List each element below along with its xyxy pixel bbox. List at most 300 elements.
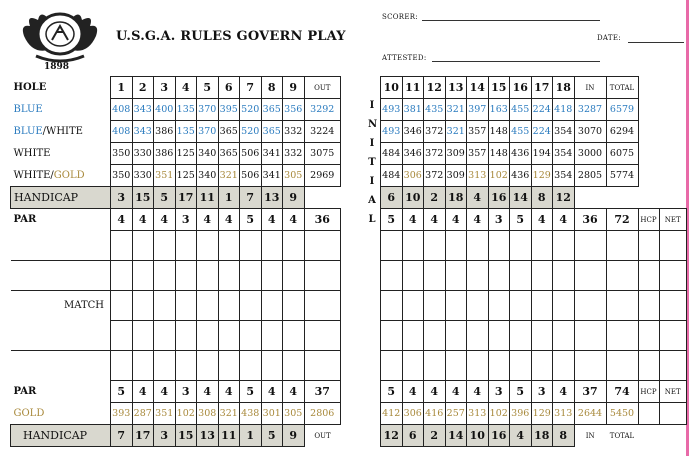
grand-total: 6075	[606, 143, 638, 165]
score-cell[interactable]	[218, 351, 240, 381]
score-cell[interactable]	[304, 321, 341, 351]
score-cell[interactable]	[218, 231, 240, 261]
score-cell[interactable]	[197, 231, 219, 261]
score-cell[interactable]	[467, 321, 489, 351]
yardage-cell: 436	[510, 143, 532, 165]
date-field[interactable]	[628, 42, 684, 43]
score-cell[interactable]	[553, 321, 575, 351]
yardage-cell: 493	[381, 99, 403, 121]
score-cell[interactable]	[283, 261, 305, 291]
hole-number: 9	[283, 77, 305, 99]
yardage-cell: 224	[531, 99, 553, 121]
hole-number: 8	[261, 77, 283, 99]
score-row	[11, 351, 341, 381]
hole-label: HOLE	[13, 82, 47, 93]
handicap-cell: 14	[445, 425, 467, 447]
yardage-cell: 321	[445, 99, 467, 121]
score-cell[interactable]	[606, 291, 638, 321]
score-cell[interactable]	[510, 351, 532, 381]
par-cell: 4	[402, 209, 424, 231]
score-cell[interactable]	[531, 351, 553, 381]
score-cell[interactable]	[218, 321, 240, 351]
blue-tee-row	[11, 99, 341, 121]
hole-number: 16	[510, 77, 532, 99]
yardage-cell: 372	[424, 121, 446, 143]
hole-number: 13	[445, 77, 467, 99]
par-in-total: 37	[574, 381, 606, 403]
yardage-cell: 484	[381, 143, 403, 165]
score-cell[interactable]	[659, 291, 687, 321]
yardage-cell: 341	[261, 165, 283, 187]
yardage-cell: 372	[424, 143, 446, 165]
score-cell[interactable]	[175, 231, 197, 261]
par-cell: 4	[132, 381, 154, 403]
yardage-cell: 484	[381, 165, 403, 187]
par-cell: 3	[175, 381, 197, 403]
hole-number: 12	[424, 77, 446, 99]
par-cell: 4	[445, 381, 467, 403]
score-cell[interactable]	[402, 231, 424, 261]
handicap-cell: 1	[240, 425, 262, 447]
in-total: 3000	[574, 143, 606, 165]
score-cell[interactable]	[283, 231, 305, 261]
yardage-cell: 135	[175, 121, 197, 143]
score-cell[interactable]	[111, 261, 133, 291]
score-cell[interactable]	[445, 321, 467, 351]
hole-number: 6	[218, 77, 240, 99]
attested-field[interactable]	[432, 61, 600, 62]
score-cell[interactable]	[381, 261, 403, 291]
hole-number: 15	[488, 77, 510, 99]
score-cell[interactable]	[488, 261, 510, 291]
yardage-cell: 306	[402, 165, 424, 187]
hole-number: 18	[553, 77, 575, 99]
score-cell[interactable]	[638, 261, 659, 291]
score-cell[interactable]	[154, 291, 176, 321]
handicap-cell: 4	[467, 187, 489, 209]
in-label: IN	[574, 77, 606, 99]
handicap-cell: 12	[553, 187, 575, 209]
yardage-cell: 520	[240, 121, 262, 143]
club-logo-icon	[18, 6, 102, 66]
yardage-cell: 438	[240, 403, 262, 425]
score-cell[interactable]	[467, 261, 489, 291]
score-cell[interactable]	[510, 291, 532, 321]
score-cell[interactable]	[574, 321, 606, 351]
in-total: 2805	[574, 165, 606, 187]
score-cell[interactable]	[381, 291, 403, 321]
score-cell[interactable]	[218, 261, 240, 291]
handicap-cell: 5	[261, 425, 283, 447]
score-cell[interactable]	[659, 321, 687, 351]
par-cell: 4	[218, 381, 240, 403]
yardage-cell: 520	[240, 99, 262, 121]
score-cell[interactable]	[445, 261, 467, 291]
yardage-cell: 357	[467, 143, 489, 165]
yardage-cell: 506	[240, 143, 262, 165]
yardage-cell: 309	[445, 165, 467, 187]
score-cell[interactable]	[111, 351, 133, 381]
score-row	[11, 261, 341, 291]
score-cell[interactable]	[175, 321, 197, 351]
score-cell[interactable]	[606, 231, 638, 261]
yardage-cell: 343	[132, 121, 154, 143]
yardage-cell: 395	[218, 99, 240, 121]
hole-row	[381, 77, 687, 99]
yardage-cell: 365	[218, 143, 240, 165]
handicap-cell: 9	[283, 187, 305, 209]
par-cell: 4	[132, 209, 154, 231]
par-label: PAR	[13, 214, 37, 226]
score-cell[interactable]	[132, 351, 154, 381]
par-cell: 4	[467, 381, 489, 403]
score-cell[interactable]	[304, 351, 341, 381]
score-cell[interactable]	[638, 351, 659, 381]
par-grand-total: 74	[606, 381, 638, 403]
score-cell[interactable]	[111, 321, 133, 351]
hole-number: 3	[154, 77, 176, 99]
score-cell[interactable]	[283, 291, 305, 321]
score-cell[interactable]	[283, 321, 305, 351]
par-cell: 3	[488, 209, 510, 231]
score-cell[interactable]	[111, 231, 133, 261]
hole-number: 2	[132, 77, 154, 99]
yardage-cell: 343	[132, 99, 154, 121]
score-cell[interactable]	[175, 351, 197, 381]
score-cell[interactable]	[381, 231, 403, 261]
score-cell[interactable]	[175, 291, 197, 321]
back-nine-table	[380, 76, 687, 447]
handicap-cell: 2	[424, 425, 446, 447]
score-cell[interactable]	[381, 351, 403, 381]
score-cell[interactable]	[445, 351, 467, 381]
yardage-cell: 102	[175, 403, 197, 425]
score-row	[11, 321, 341, 351]
score-cell[interactable]	[488, 291, 510, 321]
yardage-cell: 370	[197, 99, 219, 121]
score-cell[interactable]	[240, 291, 262, 321]
yardage-cell: 309	[445, 143, 467, 165]
score-cell[interactable]	[154, 231, 176, 261]
yardage-cell: 330	[132, 165, 154, 187]
score-cell[interactable]	[659, 261, 687, 291]
yardage-cell: 224	[531, 121, 553, 143]
yardage-cell: 332	[283, 121, 305, 143]
score-cell[interactable]	[424, 291, 446, 321]
par-in-total: 36	[574, 209, 606, 231]
handicap-cell: 16	[488, 187, 510, 209]
yardage-cell: 455	[510, 99, 532, 121]
par-cell: 5	[381, 381, 403, 403]
yardage-cell: 148	[488, 143, 510, 165]
yardage-cell: 332	[283, 143, 305, 165]
yardage-cell: 412	[381, 403, 403, 425]
gold-tee-row	[381, 403, 687, 425]
par-cell: 4	[261, 209, 283, 231]
score-cell[interactable]	[510, 261, 532, 291]
score-cell[interactable]	[218, 291, 240, 321]
score-cell[interactable]	[574, 351, 606, 381]
score-cell[interactable]	[574, 261, 606, 291]
white-gold-tee-row	[381, 165, 687, 187]
score-row	[381, 291, 687, 321]
score-cell[interactable]	[553, 231, 575, 261]
yardage-cell: 416	[424, 403, 446, 425]
score-cell[interactable]	[240, 351, 262, 381]
handicap-label: HANDICAP	[11, 187, 111, 209]
score-cell[interactable]	[574, 291, 606, 321]
handicap-cell: 8	[531, 187, 553, 209]
yardage-cell: 341	[261, 143, 283, 165]
net-label: NET	[659, 209, 687, 231]
par-cell: 3	[175, 209, 197, 231]
score-row	[11, 231, 341, 261]
par-cell: 4	[218, 209, 240, 231]
handicap-cell: 4	[510, 425, 532, 447]
hole-number: 14	[467, 77, 489, 99]
net-label: NET	[659, 381, 687, 403]
score-cell[interactable]	[381, 321, 403, 351]
hole-number: 1	[111, 77, 133, 99]
par-cell: 4	[445, 209, 467, 231]
yardage-cell: 351	[154, 165, 176, 187]
score-cell[interactable]	[261, 321, 283, 351]
net-cell[interactable]	[659, 403, 687, 425]
score-cell[interactable]	[467, 291, 489, 321]
par-grand-total: 72	[606, 209, 638, 231]
score-cell[interactable]	[531, 231, 553, 261]
score-cell[interactable]	[574, 231, 606, 261]
score-cell[interactable]	[659, 351, 687, 381]
hole-number: 7	[240, 77, 262, 99]
hole-number: 10	[381, 77, 403, 99]
yardage-cell: 370	[197, 121, 219, 143]
score-cell[interactable]	[445, 231, 467, 261]
gold-tee-row	[11, 403, 341, 425]
yardage-cell: 102	[488, 403, 510, 425]
par-cell: 4	[424, 209, 446, 231]
yardage-cell: 346	[402, 121, 424, 143]
score-cell[interactable]	[424, 261, 446, 291]
hole-number: 11	[402, 77, 424, 99]
score-cell[interactable]	[197, 291, 219, 321]
score-cell[interactable]	[402, 321, 424, 351]
score-cell[interactable]	[488, 321, 510, 351]
score-cell[interactable]	[197, 321, 219, 351]
handicap-cell: 2	[424, 187, 446, 209]
par-cell: 4	[283, 209, 305, 231]
handicap-cell: 7	[111, 425, 133, 447]
out-total: 2969	[304, 165, 341, 187]
handicap-cell: 8	[553, 425, 575, 447]
yardage-cell: 321	[218, 165, 240, 187]
match-row	[11, 291, 341, 321]
handicap-cell: 15	[132, 187, 154, 209]
score-cell[interactable]	[304, 291, 341, 321]
score-cell[interactable]	[240, 231, 262, 261]
score-cell[interactable]	[606, 261, 638, 291]
yardage-cell: 455	[510, 121, 532, 143]
score-cell[interactable]	[488, 231, 510, 261]
out-total: 3292	[304, 99, 341, 121]
score-cell[interactable]	[261, 261, 283, 291]
par-cell: 5	[510, 381, 532, 403]
yardage-cell: 386	[154, 143, 176, 165]
yardage-cell: 129	[531, 165, 553, 187]
yardage-cell: 301	[261, 403, 283, 425]
yardage-cell: 365	[261, 121, 283, 143]
score-cell[interactable]	[197, 351, 219, 381]
score-cell[interactable]	[531, 291, 553, 321]
handicap-cell: 13	[197, 425, 219, 447]
tee-label-white-gold: WHITE/GOLD	[13, 169, 85, 181]
score-cell[interactable]	[553, 291, 575, 321]
yardage-cell: 386	[154, 121, 176, 143]
yardage-cell: 125	[175, 165, 197, 187]
score-cell[interactable]	[445, 291, 467, 321]
score-cell[interactable]	[467, 231, 489, 261]
handicap-cell: 7	[240, 187, 262, 209]
front-nine-table	[10, 76, 341, 447]
hcp-label: HCP	[638, 381, 659, 403]
yardage-cell: 493	[381, 121, 403, 143]
handicap-cell: 9	[283, 425, 305, 447]
score-cell[interactable]	[402, 261, 424, 291]
out-total: 2806	[304, 403, 341, 425]
yardage-cell: 354	[553, 143, 575, 165]
par-cell: 4	[261, 381, 283, 403]
yardage-cell: 313	[467, 165, 489, 187]
score-cell[interactable]	[510, 321, 532, 351]
par-cell: 4	[467, 209, 489, 231]
hcp-label: HCP	[638, 209, 659, 231]
score-cell[interactable]	[467, 351, 489, 381]
scorer-field[interactable]	[422, 20, 600, 21]
match-label: MATCH	[64, 300, 104, 312]
score-cell[interactable]	[154, 321, 176, 351]
par-cell: 4	[283, 381, 305, 403]
score-cell[interactable]	[304, 231, 341, 261]
par-label: PAR	[13, 386, 37, 397]
par-cell: 5	[111, 381, 133, 403]
yardage-cell: 305	[283, 165, 305, 187]
handicap-cell: 5	[154, 187, 176, 209]
score-cell[interactable]	[283, 351, 305, 381]
par-out-total: 36	[304, 209, 341, 231]
handicap-cell: 14	[510, 187, 532, 209]
handicap-cell: 6	[381, 187, 403, 209]
par-cell: 4	[402, 381, 424, 403]
score-cell[interactable]	[154, 351, 176, 381]
par-cell: 4	[553, 209, 575, 231]
yardage-cell: 135	[175, 99, 197, 121]
yardage-cell: 393	[111, 403, 133, 425]
score-cell[interactable]	[531, 321, 553, 351]
score-cell[interactable]	[606, 321, 638, 351]
grand-total: 6579	[606, 99, 638, 121]
score-row	[381, 351, 687, 381]
par-bottom-row	[11, 381, 341, 403]
par-row	[11, 209, 341, 231]
hcp-cell[interactable]	[638, 403, 659, 425]
score-cell[interactable]	[638, 231, 659, 261]
yardage-cell: 305	[283, 403, 305, 425]
score-cell[interactable]	[402, 291, 424, 321]
score-cell[interactable]	[261, 291, 283, 321]
yardage-cell: 129	[531, 403, 553, 425]
score-cell[interactable]	[261, 351, 283, 381]
score-cell[interactable]	[132, 291, 154, 321]
score-cell[interactable]	[424, 351, 446, 381]
score-cell[interactable]	[111, 291, 133, 321]
yardage-cell: 340	[197, 165, 219, 187]
out-total: 3075	[304, 143, 341, 165]
tee-label-blue-white: BLUE/WHITE	[13, 126, 83, 137]
score-cell[interactable]	[553, 351, 575, 381]
score-cell[interactable]	[132, 261, 154, 291]
out-label: OUT	[314, 431, 331, 440]
handicap-cell: 17	[175, 187, 197, 209]
yardage-cell: 365	[218, 121, 240, 143]
in-total: 2644	[574, 403, 606, 425]
score-cell[interactable]	[638, 321, 659, 351]
handicap-cell: 11	[218, 425, 240, 447]
yardage-cell: 372	[424, 165, 446, 187]
score-cell[interactable]	[197, 261, 219, 291]
score-cell[interactable]	[488, 351, 510, 381]
score-cell[interactable]	[424, 321, 446, 351]
white-gold-tee-row	[11, 165, 341, 187]
score-cell[interactable]	[638, 291, 659, 321]
par-out-total: 37	[304, 381, 341, 403]
handicap-cell: 16	[488, 425, 510, 447]
handicap-label: HANDICAP	[11, 425, 111, 447]
handicap-cell: 3	[154, 425, 176, 447]
score-cell[interactable]	[261, 231, 283, 261]
white-tee-row	[381, 143, 687, 165]
score-cell[interactable]	[154, 261, 176, 291]
handicap-cell: 1	[218, 187, 240, 209]
handicap-cell: 6	[402, 425, 424, 447]
par-cell: 5	[240, 209, 262, 231]
score-cell[interactable]	[132, 231, 154, 261]
score-cell[interactable]	[240, 261, 262, 291]
par-row	[381, 209, 687, 231]
score-cell[interactable]	[402, 351, 424, 381]
score-cell[interactable]	[424, 231, 446, 261]
yardage-cell: 365	[261, 99, 283, 121]
yardage-cell: 408	[111, 99, 133, 121]
handicap-cell: 10	[467, 425, 489, 447]
yardage-cell: 163	[488, 99, 510, 121]
score-cell[interactable]	[240, 321, 262, 351]
score-cell[interactable]	[304, 261, 341, 291]
score-cell[interactable]	[659, 231, 687, 261]
in-total: 3070	[574, 121, 606, 143]
score-cell[interactable]	[132, 321, 154, 351]
score-cell[interactable]	[510, 231, 532, 261]
par-cell: 5	[381, 209, 403, 231]
score-cell[interactable]	[606, 351, 638, 381]
total-label: TOTAL	[606, 77, 638, 99]
yardage-cell: 308	[197, 403, 219, 425]
handicap-cell: 10	[402, 187, 424, 209]
out-total: 3224	[304, 121, 341, 143]
par-bottom-row	[381, 381, 687, 403]
score-cell[interactable]	[175, 261, 197, 291]
score-cell[interactable]	[553, 261, 575, 291]
score-cell[interactable]	[531, 261, 553, 291]
